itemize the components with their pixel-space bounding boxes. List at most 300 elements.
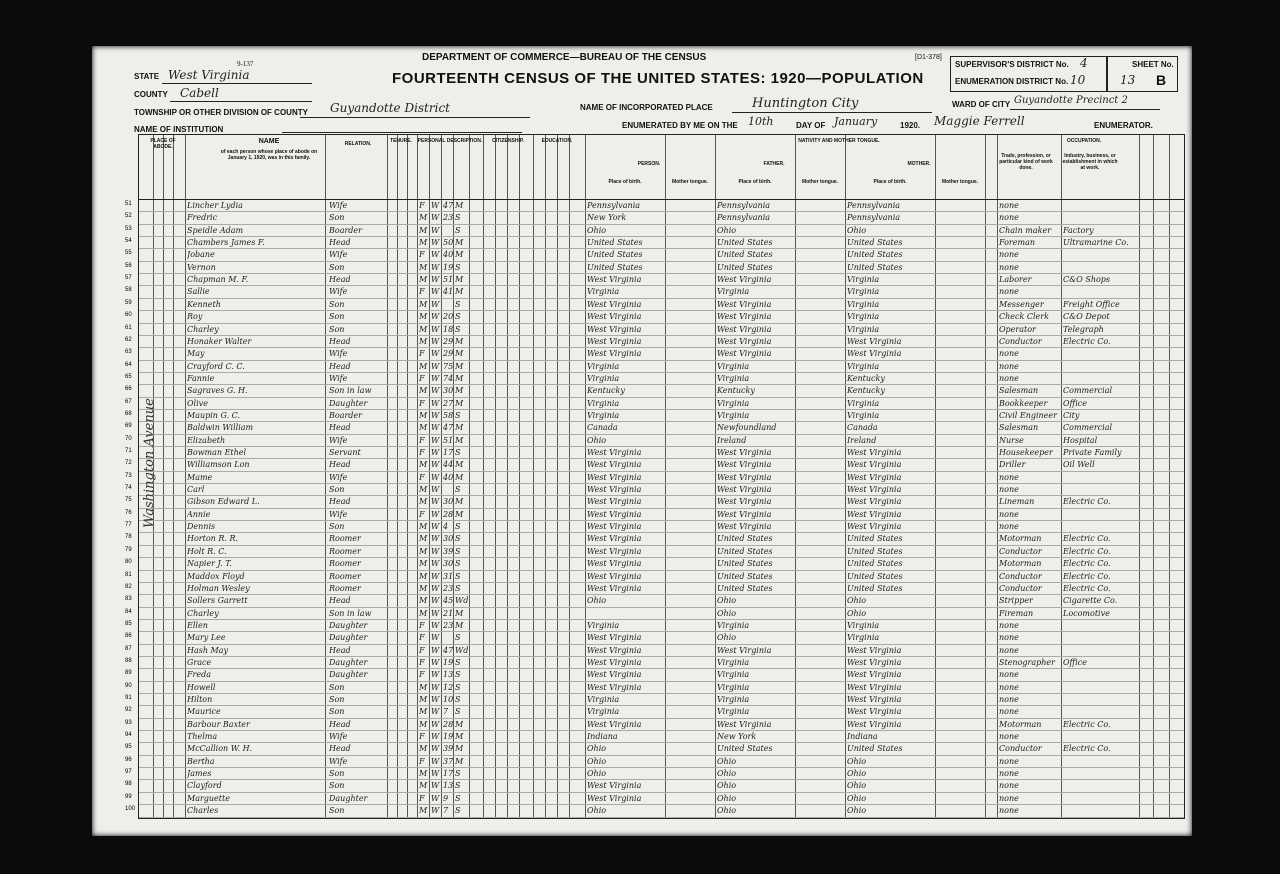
person-name: Olive: [187, 398, 208, 408]
occupation: none: [999, 250, 1019, 260]
race: W: [431, 695, 440, 704]
industry: Locomotive: [1063, 608, 1110, 618]
occupation: none: [999, 707, 1019, 717]
table-row: [125, 213, 1184, 225]
birthplace: United States: [587, 262, 643, 272]
relation: Son: [329, 769, 345, 779]
sex: F: [419, 620, 425, 630]
birthplace: West Virginia: [587, 336, 642, 346]
row-number: 56: [125, 262, 132, 269]
person-name: Ellen: [187, 620, 208, 630]
industry: Private Family: [1063, 448, 1122, 457]
person-name: Williamson Lon: [187, 460, 250, 470]
birthplace: West Virginia: [587, 448, 642, 457]
occupation: none: [999, 732, 1019, 742]
occupation: Driller: [999, 460, 1026, 470]
father-birthplace: Ohio: [717, 769, 737, 779]
birthplace: Canada: [587, 423, 618, 433]
birthplace: West Virginia: [587, 349, 642, 359]
relation: Daughter: [329, 657, 368, 667]
row-number: 51: [125, 201, 132, 207]
mother-birthplace: Ohio: [847, 769, 867, 779]
industry: Freight Office: [1063, 299, 1120, 309]
industry: Cigarette Co.: [1063, 596, 1118, 606]
industry: Office: [1063, 398, 1087, 408]
person-name: May: [187, 349, 205, 359]
marital-status: S: [455, 410, 461, 420]
person-name: James: [187, 769, 212, 779]
person-name: Annie: [187, 509, 211, 519]
relation: Wife: [329, 509, 348, 519]
mother-birthplace: West Virginia: [847, 682, 902, 692]
marital-status: M: [455, 275, 464, 285]
place-value: Huntington City: [752, 96, 859, 111]
relation: Roomer: [329, 546, 361, 556]
sex: M: [419, 781, 428, 791]
father-birthplace: West Virginia: [717, 497, 772, 507]
table-row: [125, 349, 1184, 361]
person-name: Honaker Walter: [187, 336, 252, 346]
enumerated-label: ENUMERATED BY ME ON THE: [622, 121, 738, 130]
state-value: West Virginia: [168, 68, 250, 82]
table-row: [125, 546, 1184, 559]
table-row: [125, 460, 1184, 472]
person-name: Hash May: [187, 645, 229, 655]
sex: F: [419, 645, 425, 655]
father-birthplace: West Virginia: [717, 522, 772, 532]
occupation: none: [999, 682, 1019, 692]
father-birthplace: Ohio: [717, 608, 737, 618]
col-name: NAME: [258, 138, 280, 145]
birthplace: West Virginia: [587, 472, 642, 482]
industry: Commercial: [1063, 423, 1113, 433]
occupation: none: [999, 695, 1019, 704]
table-row: [125, 398, 1184, 411]
occupation: none: [999, 670, 1019, 680]
sex: M: [419, 695, 428, 704]
age: 19: [443, 657, 454, 667]
col-father-tongue: Mother tongue.: [801, 179, 839, 185]
sex: M: [419, 682, 428, 692]
occupation: Nurse: [999, 435, 1024, 445]
occupation: Motorman: [999, 534, 1042, 544]
relation: Son: [329, 213, 345, 223]
birthplace: Virginia: [587, 707, 620, 717]
birthplace: West Virginia: [587, 793, 642, 803]
occupation: Conductor: [999, 546, 1042, 556]
row-number: 96: [125, 756, 132, 763]
census-title: FOURTEENTH CENSUS OF THE UNITED STATES: 1920—POPULATION: [392, 70, 924, 87]
birthplace: Virginia: [587, 361, 620, 371]
marital-status: S: [455, 324, 461, 334]
col-tenure: TENURE.: [390, 138, 412, 144]
father-birthplace: United States: [717, 571, 773, 581]
birthplace: West Virginia: [587, 583, 642, 593]
race: W: [431, 559, 440, 569]
relation: Wife: [329, 250, 348, 260]
industry: Oil Well: [1063, 460, 1095, 470]
row-number: 90: [125, 682, 132, 689]
race: W: [431, 238, 440, 248]
mother-birthplace: Virginia: [847, 633, 880, 643]
birthplace: Virginia: [587, 287, 620, 297]
marital-status: S: [455, 299, 461, 309]
person-name: Hilton: [187, 695, 213, 704]
col-place-of-abode: PLACE OF ABODE.: [150, 138, 176, 150]
birthplace: United States: [587, 238, 643, 248]
age: 10: [443, 695, 454, 704]
row-number: 68: [125, 410, 132, 417]
occupation: Salesman: [999, 423, 1039, 433]
row-number: 99: [125, 793, 132, 800]
relation: Wife: [329, 732, 348, 742]
father-birthplace: United States: [717, 250, 773, 260]
col-person-pob: Place of birth.: [608, 179, 642, 185]
birthplace: West Virginia: [587, 781, 642, 791]
father-birthplace: Virginia: [717, 707, 750, 717]
race: W: [431, 769, 440, 779]
birthplace: West Virginia: [587, 534, 642, 544]
table-row: [125, 583, 1184, 596]
age: 13: [443, 781, 454, 791]
row-number: 71: [125, 448, 132, 454]
table-row: [125, 509, 1184, 522]
person-name: Bertha: [187, 756, 215, 766]
sex: M: [419, 324, 428, 334]
table-row: [125, 633, 1184, 645]
race: W: [431, 201, 440, 210]
table-row: [125, 275, 1184, 287]
person-name: Carl: [187, 485, 205, 495]
mother-birthplace: Kentucky: [847, 386, 885, 396]
race: W: [431, 361, 440, 371]
table-row: [125, 410, 1184, 423]
age: 28: [443, 719, 454, 729]
age: 75: [443, 361, 454, 371]
birthplace: West Virginia: [587, 571, 642, 581]
race: W: [431, 608, 440, 618]
race: W: [431, 719, 440, 729]
birthplace: West Virginia: [587, 460, 642, 470]
race: W: [431, 571, 440, 581]
sex: F: [419, 373, 425, 383]
table-row: [125, 324, 1184, 337]
table-row: [125, 596, 1184, 608]
relation: Son: [329, 522, 345, 532]
race: W: [431, 287, 440, 297]
row-number: 57: [125, 275, 132, 282]
occupation: none: [999, 213, 1019, 223]
col-personal-description: PERSONAL DESCRIPTION.: [417, 138, 483, 144]
sheet-side: B: [1156, 72, 1167, 88]
row-number: 66: [125, 386, 132, 393]
birthplace: Ohio: [587, 756, 607, 766]
col-relation: RELATION.: [344, 141, 372, 147]
person-name: Thelma: [187, 732, 218, 742]
mother-birthplace: United States: [847, 559, 903, 569]
row-number: 94: [125, 732, 132, 739]
occupation: Check Clerk: [999, 312, 1049, 322]
birthplace: West Virginia: [587, 719, 642, 729]
age: 58: [443, 410, 454, 420]
county-label: COUNTY: [134, 90, 168, 99]
father-birthplace: West Virginia: [717, 336, 772, 346]
marital-status: S: [455, 793, 461, 803]
marital-status: S: [455, 522, 461, 532]
father-birthplace: Virginia: [717, 695, 750, 704]
mother-birthplace: West Virginia: [847, 509, 902, 519]
occupation: none: [999, 756, 1019, 766]
sex: F: [419, 250, 425, 260]
col-nativity: NATIVITY AND MOTHER TONGUE.: [798, 138, 880, 144]
relation: Roomer: [329, 559, 361, 569]
col-name-desc: of each person whose place of abode on January 1, 1920, was in this family.: [220, 149, 318, 161]
relation: Wife: [329, 756, 348, 766]
township-label: TOWNSHIP OR OTHER DIVISION OF COUNTY: [134, 108, 308, 117]
father-birthplace: Pennsylvania: [717, 213, 771, 223]
marital-status: S: [455, 546, 461, 556]
race: W: [431, 670, 440, 680]
occupation: none: [999, 485, 1019, 495]
mother-birthplace: West Virginia: [847, 448, 902, 457]
race: W: [431, 410, 440, 420]
person-name: Sagraves G. H.: [187, 386, 248, 396]
age: 41: [443, 287, 454, 297]
father-birthplace: Ohio: [717, 793, 737, 803]
relation: Head: [329, 719, 351, 729]
row-number: 95: [125, 744, 132, 751]
race: W: [431, 312, 440, 322]
row-number: 65: [125, 373, 132, 380]
sex: M: [419, 571, 428, 581]
row-number: 92: [125, 707, 132, 714]
age: 74: [443, 373, 454, 383]
marital-status: S: [455, 312, 461, 322]
occupation: none: [999, 349, 1019, 359]
occupation: none: [999, 620, 1019, 630]
person-name: McCallion W. H.: [187, 744, 253, 754]
sex: F: [419, 349, 425, 359]
sex: M: [419, 707, 428, 717]
birthplace: West Virginia: [587, 312, 642, 322]
marital-status: S: [455, 262, 461, 272]
relation: Son: [329, 312, 345, 322]
relation: Wife: [329, 373, 348, 383]
industry: City: [1063, 410, 1080, 420]
side-note-street: Washington Avenue: [142, 398, 157, 528]
row-number: 79: [125, 546, 132, 553]
sex: M: [419, 213, 428, 223]
person-name: Speidle Adam: [187, 225, 244, 235]
race: W: [431, 756, 440, 766]
race: W: [431, 657, 440, 667]
race: W: [431, 275, 440, 285]
birthplace: Pennsylvania: [587, 201, 641, 210]
birthplace: West Virginia: [587, 299, 642, 309]
person-name: Chapman M. F.: [187, 275, 249, 285]
birthplace: West Virginia: [587, 559, 642, 569]
row-number: 72: [125, 460, 132, 467]
industry: Electric Co.: [1063, 546, 1111, 556]
marital-status: M: [455, 719, 464, 729]
marital-status: S: [455, 559, 461, 569]
birthplace: Indiana: [587, 732, 618, 742]
age: 9: [443, 793, 449, 803]
occupation: Operator: [999, 324, 1036, 334]
table-row: [125, 534, 1184, 546]
sex: M: [419, 299, 428, 309]
col-father: FATHER.: [763, 161, 785, 167]
marital-status: M: [455, 238, 464, 248]
state-label: STATE: [134, 72, 160, 81]
relation: Son: [329, 781, 345, 791]
sex: M: [419, 485, 428, 495]
relation: Son: [329, 262, 345, 272]
birthplace: West Virginia: [587, 324, 642, 334]
sex: M: [419, 559, 428, 569]
mother-birthplace: Ohio: [847, 806, 867, 816]
mother-birthplace: United States: [847, 571, 903, 581]
marital-status: M: [455, 472, 464, 482]
sex: M: [419, 806, 428, 816]
father-birthplace: Virginia: [717, 287, 750, 297]
father-birthplace: United States: [717, 559, 773, 569]
occupation: Fireman: [999, 608, 1034, 618]
age: 7: [443, 707, 449, 717]
sex: M: [419, 522, 428, 532]
age: 51: [443, 435, 454, 445]
col-mother: MOTHER.: [907, 161, 931, 167]
father-birthplace: West Virginia: [717, 472, 772, 482]
race: W: [431, 534, 440, 544]
relation: Roomer: [329, 583, 361, 593]
birthplace: West Virginia: [587, 682, 642, 692]
race: W: [431, 781, 440, 791]
race: W: [431, 682, 440, 692]
col-citizenship: CITIZENSHIP.: [492, 138, 524, 144]
age: 23: [443, 213, 454, 223]
marital-status: M: [455, 509, 464, 519]
industry: C&O Shops: [1063, 275, 1111, 285]
row-number: 74: [125, 485, 132, 492]
marital-status: S: [455, 707, 461, 717]
person-name: Clayford: [187, 781, 222, 791]
row-number: 87: [125, 645, 132, 652]
father-birthplace: Virginia: [717, 373, 750, 383]
table-row: [125, 719, 1184, 732]
occupation: Messenger: [999, 299, 1044, 309]
mother-birthplace: Pennsylvania: [847, 213, 901, 223]
relation: Son: [329, 806, 345, 816]
race: W: [431, 336, 440, 346]
relation: Head: [329, 361, 351, 371]
industry: Office: [1063, 657, 1087, 667]
row-number: 59: [125, 299, 132, 306]
person-name: Charles: [187, 806, 219, 816]
race: W: [431, 448, 440, 457]
sex: M: [419, 275, 428, 285]
race: W: [431, 250, 440, 260]
row-number: 81: [125, 571, 132, 578]
race: W: [431, 583, 440, 593]
marital-status: M: [455, 608, 464, 618]
age: 50: [443, 238, 454, 248]
mother-birthplace: Ohio: [847, 225, 867, 235]
occupation: Laborer: [999, 275, 1032, 285]
mother-birthplace: Ohio: [847, 596, 867, 606]
race: W: [431, 744, 440, 754]
sex: F: [419, 657, 425, 667]
mother-birthplace: West Virginia: [847, 719, 902, 729]
father-birthplace: West Virginia: [717, 719, 772, 729]
row-number: 98: [125, 781, 132, 788]
father-birthplace: Ohio: [717, 806, 737, 816]
person-name: Lincher Lydia: [187, 201, 243, 210]
mother-birthplace: West Virginia: [847, 460, 902, 470]
person-name: Sollers Garrett: [187, 596, 248, 606]
person-name: Roy: [187, 312, 203, 322]
birthplace: Kentucky: [587, 386, 625, 396]
age: 31: [443, 571, 454, 581]
person-name: Holt R. C.: [187, 546, 227, 556]
table-row: [125, 793, 1184, 806]
person-name: Howell: [187, 682, 216, 692]
mother-birthplace: Ohio: [847, 608, 867, 618]
occupation: Conductor: [999, 571, 1042, 581]
birthplace: West Virginia: [587, 497, 642, 507]
race: W: [431, 460, 440, 470]
race: W: [431, 485, 440, 495]
occupation: none: [999, 287, 1019, 297]
row-number: 97: [125, 769, 132, 776]
father-birthplace: Ohio: [717, 596, 737, 606]
supervisor-label: SUPERVISOR'S DISTRICT No.: [955, 60, 1069, 69]
marital-status: S: [455, 682, 461, 692]
occupation: Chain maker: [999, 225, 1052, 235]
person-name: Freda: [187, 670, 211, 680]
birthplace: Ohio: [587, 435, 607, 445]
sex: M: [419, 238, 428, 248]
table-row: [125, 670, 1184, 682]
table-row: [125, 312, 1184, 324]
person-name: Gibson Edward L.: [187, 497, 260, 507]
occupation: none: [999, 509, 1019, 519]
marital-status: S: [455, 571, 461, 581]
occupation: Conductor: [999, 744, 1042, 754]
sex: F: [419, 435, 425, 445]
form-code: 9-137: [237, 60, 254, 68]
table-row: [125, 225, 1184, 238]
table-row: [125, 448, 1184, 460]
occupation: Salesman: [999, 386, 1039, 396]
mother-birthplace: Virginia: [847, 324, 880, 334]
birthplace: Ohio: [587, 225, 607, 235]
age: 37: [443, 756, 454, 766]
birthplace: Virginia: [587, 398, 620, 408]
row-number: 91: [125, 695, 132, 701]
race: W: [431, 472, 440, 482]
sheet-label: SHEET No.: [1132, 60, 1174, 69]
father-birthplace: West Virginia: [717, 299, 772, 309]
birthplace: Ohio: [587, 769, 607, 779]
industry: Electric Co.: [1063, 583, 1111, 593]
father-birthplace: West Virginia: [717, 448, 772, 457]
birthplace: United States: [587, 250, 643, 260]
father-birthplace: Virginia: [717, 620, 750, 630]
marital-status: Wd: [455, 596, 469, 606]
birthplace: West Virginia: [587, 546, 642, 556]
person-name: Marguette: [187, 793, 230, 803]
